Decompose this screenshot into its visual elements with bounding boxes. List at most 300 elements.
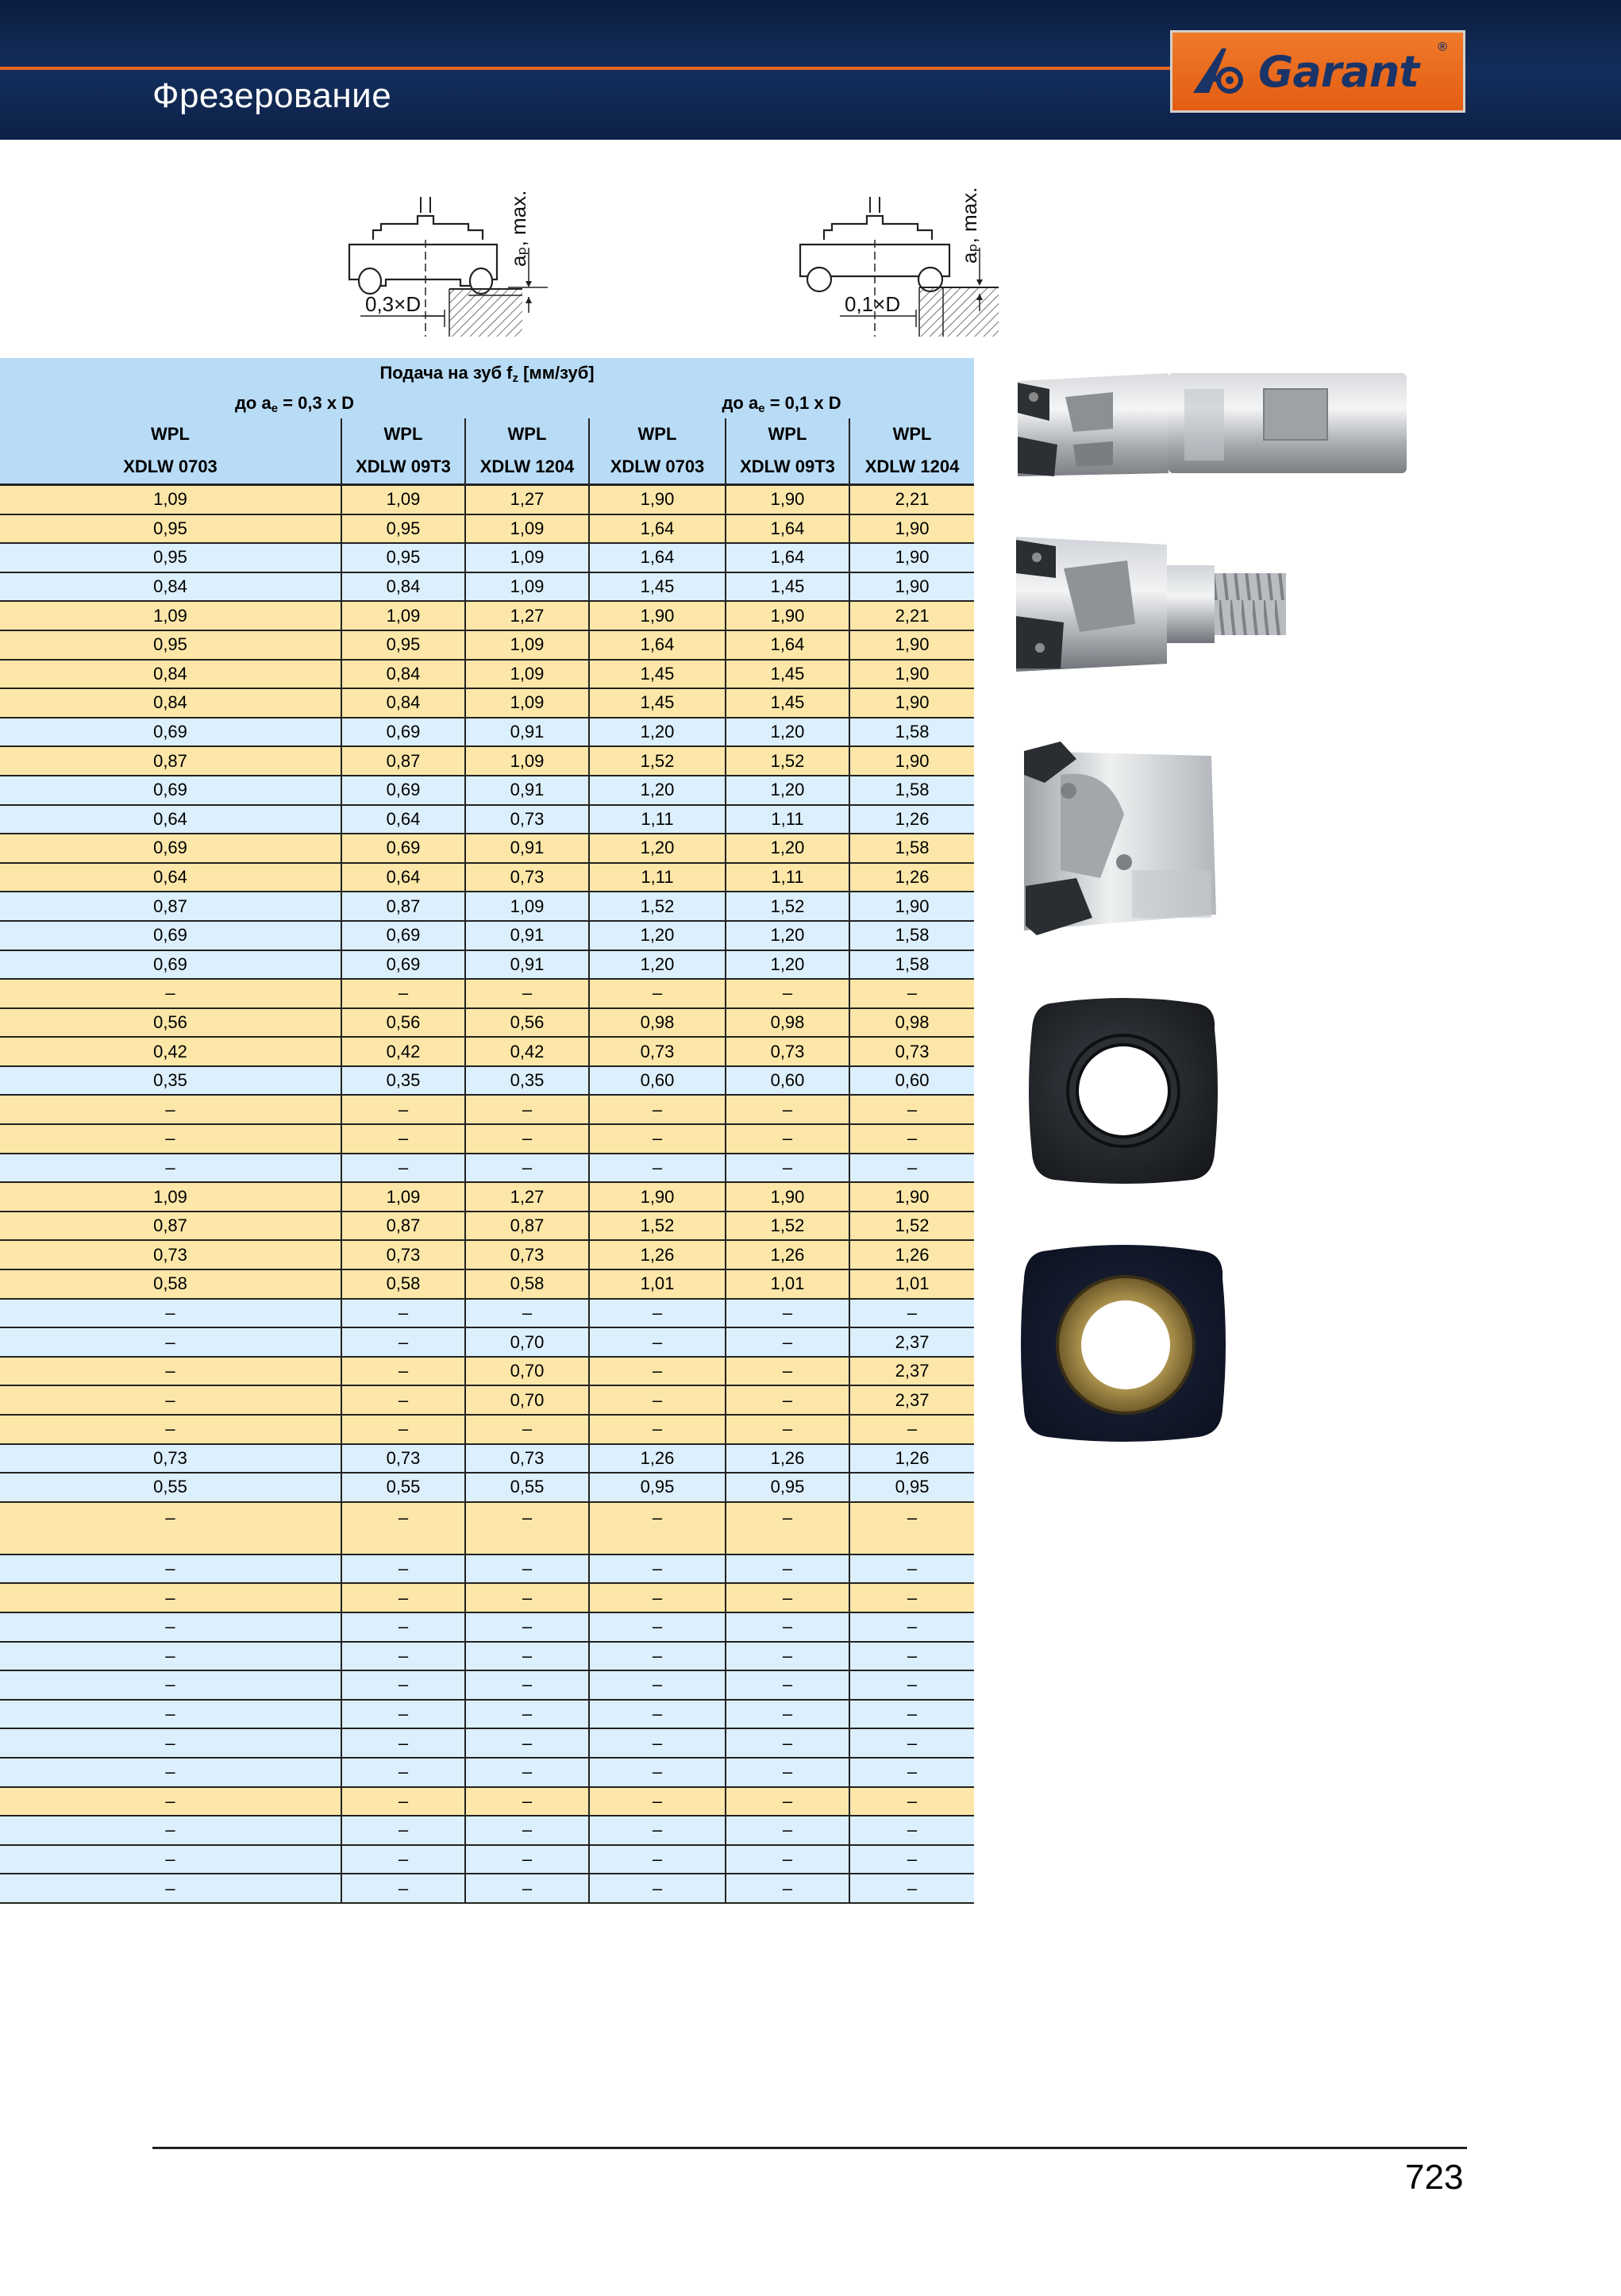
feed-value-cell: 0,69 [341, 834, 465, 863]
grade-header: WPL [849, 418, 974, 450]
feed-value-cell: – [726, 1415, 849, 1444]
feed-value-cell: 1,90 [849, 514, 974, 544]
feed-value-cell: – [465, 1502, 589, 1554]
feed-value-cell: 0,95 [849, 1473, 974, 1502]
feed-value-cell: 1,26 [849, 863, 974, 892]
feed-value-cell: – [849, 1154, 974, 1183]
feed-value-cell: 0,73 [465, 1444, 589, 1474]
diagram-ae-label: 0,3×D [365, 292, 422, 316]
diagram-ap-label: aₚ, max. [957, 187, 981, 264]
grade-header: WPL [465, 418, 589, 450]
feed-value-cell: – [849, 1700, 974, 1729]
feed-value-cell: 0,69 [0, 776, 341, 805]
feed-value-cell: 1,01 [849, 1269, 974, 1299]
feed-value-cell: – [341, 979, 465, 1008]
feed-value-cell: – [341, 1385, 465, 1415]
feed-value-cell: – [589, 1154, 726, 1183]
feed-value-cell: 1,27 [465, 1182, 589, 1212]
feed-value-cell: – [0, 1787, 341, 1816]
feed-value-cell: – [589, 1845, 726, 1874]
feed-value-cell: – [589, 1357, 726, 1386]
feed-value-cell: – [341, 1357, 465, 1386]
feed-value-cell: 1,09 [465, 630, 589, 660]
table-row [0, 1240, 974, 1269]
feed-value-cell: 1,90 [849, 660, 974, 689]
feed-value-cell: 1,45 [726, 572, 849, 602]
table-row [0, 1728, 974, 1758]
feed-value-cell: – [726, 1758, 849, 1787]
feed-value-cell: 2,21 [849, 601, 974, 630]
feed-value-cell: – [341, 1874, 465, 1903]
feed-value-cell: – [0, 1415, 341, 1444]
feed-value-cell: – [0, 1612, 341, 1642]
feed-value-cell: 1,90 [726, 1182, 849, 1212]
feed-value-cell: 1,20 [589, 834, 726, 863]
feed-value-cell: 0,95 [0, 543, 341, 572]
feed-value-cell: – [0, 1583, 341, 1612]
feed-value-cell: – [465, 1874, 589, 1903]
insert-header: XDLW 0703 [589, 450, 726, 485]
feed-value-cell: – [465, 1642, 589, 1671]
feed-value-cell: – [341, 1095, 465, 1124]
milling-diagram-0-1d [792, 168, 1022, 348]
table-row [0, 1473, 974, 1502]
milling-diagram-0-3d [341, 168, 572, 348]
group-header-0-1d: до $a_e = 0,1$ x D [589, 390, 974, 418]
feed-value-cell: – [726, 1728, 849, 1758]
feed-value-cell: – [465, 1415, 589, 1444]
feed-value-cell: – [0, 1299, 341, 1328]
feed-value-cell: 1,26 [849, 805, 974, 834]
feed-value-cell: – [0, 1095, 341, 1124]
feed-value-cell: 0,98 [849, 1008, 974, 1038]
feed-value-cell: 1,64 [726, 630, 849, 660]
feed-value-cell: – [341, 1612, 465, 1642]
feed-value-cell: – [341, 1554, 465, 1584]
feed-value-cell: 0,70 [465, 1357, 589, 1386]
table-row [0, 1182, 974, 1212]
feed-value-cell: 1,90 [589, 601, 726, 630]
feed-value-cell: 0,91 [465, 834, 589, 863]
feed-value-cell: – [465, 1845, 589, 1874]
feed-value-cell: 1,20 [589, 776, 726, 805]
feed-value-cell: 0,84 [341, 660, 465, 689]
feed-value-cell: 0,42 [341, 1037, 465, 1066]
feed-value-cell: 1,58 [849, 776, 974, 805]
grade-header: WPL [341, 418, 465, 450]
feed-value-cell: 0,70 [465, 1385, 589, 1415]
feed-value-cell: 0,73 [341, 1240, 465, 1269]
table-row [0, 1612, 974, 1642]
feed-value-cell: 0,35 [0, 1066, 341, 1096]
feed-value-cell: 0,69 [0, 950, 341, 980]
feed-value-cell: 0,58 [465, 1269, 589, 1299]
feed-value-cell: 0,69 [0, 718, 341, 747]
insert-photo [1026, 997, 1221, 1185]
feed-value-cell: – [726, 1583, 849, 1612]
feed-value-cell: 0,42 [465, 1037, 589, 1066]
feed-value-cell: – [849, 1124, 974, 1154]
feed-value-cell: 1,27 [465, 601, 589, 630]
registered-mark: ® [1438, 40, 1447, 54]
table-row [0, 979, 974, 1008]
table-row [0, 1502, 974, 1554]
feed-value-cell: 0,60 [849, 1066, 974, 1096]
feed-value-cell: 1,52 [589, 892, 726, 921]
feed-value-cell: 1,52 [726, 746, 849, 776]
feed-value-cell: – [726, 1154, 849, 1183]
feed-value-cell: – [589, 1124, 726, 1154]
table-row [0, 1212, 974, 1241]
grade-header: WPL [0, 418, 341, 450]
feed-value-cell: 0,60 [589, 1066, 726, 1096]
feed-value-cell: 1,52 [726, 1212, 849, 1241]
table-row [0, 776, 974, 805]
feed-value-cell: 1,64 [589, 630, 726, 660]
table-row [0, 630, 974, 660]
feed-value-cell: 0,95 [341, 543, 465, 572]
feed-value-cell: 2,37 [849, 1327, 974, 1357]
feed-value-cell: 1,90 [849, 688, 974, 718]
table-row [0, 1385, 974, 1415]
header-accent-line [0, 67, 1175, 70]
feed-value-cell: – [849, 1758, 974, 1787]
feed-value-cell: 0,69 [341, 718, 465, 747]
feed-value-cell: 1,20 [726, 718, 849, 747]
feed-value-cell: 1,27 [465, 485, 589, 514]
feed-value-cell: – [849, 1299, 974, 1328]
feed-value-cell: 0,87 [0, 1212, 341, 1241]
feed-value-cell: – [341, 1728, 465, 1758]
feed-value-cell: 0,35 [465, 1066, 589, 1096]
feed-value-cell: – [0, 1642, 341, 1671]
feed-value-cell: 0,56 [341, 1008, 465, 1038]
feed-value-cell: – [465, 1700, 589, 1729]
feed-value-cell: – [341, 1502, 465, 1554]
feed-value-cell: 1,58 [849, 718, 974, 747]
feed-value-cell: 0,73 [589, 1037, 726, 1066]
feed-value-cell: – [726, 1874, 849, 1903]
feed-value-cell: 1,09 [465, 746, 589, 776]
feed-value-cell: 0,84 [0, 660, 341, 689]
coated-insert-photo [1016, 1243, 1230, 1445]
feed-value-cell: 0,35 [341, 1066, 465, 1096]
shank-end-mill-photo [1002, 365, 1407, 484]
feed-value-cell: 1,09 [341, 485, 465, 514]
feed-value-cell: 0,55 [341, 1473, 465, 1502]
feed-value-cell: 1,20 [589, 718, 726, 747]
feed-value-cell: 1,09 [465, 572, 589, 602]
feed-value-cell: – [341, 1816, 465, 1845]
table-row [0, 1583, 974, 1612]
feed-value-cell: 1,64 [589, 543, 726, 572]
feed-value-cell: – [589, 1502, 726, 1554]
feed-value-cell: – [341, 1845, 465, 1874]
feed-value-cell: – [589, 1583, 726, 1612]
table-row [0, 1444, 974, 1474]
feed-value-cell: – [726, 1554, 849, 1584]
feed-value-cell: – [726, 979, 849, 1008]
feed-value-cell: – [341, 1327, 465, 1357]
feed-value-cell: – [726, 1124, 849, 1154]
table-row [0, 660, 974, 689]
feed-value-cell: – [0, 1758, 341, 1787]
feed-value-cell: – [726, 1299, 849, 1328]
table-row [0, 1095, 974, 1124]
insert-header: XDLW 09T3 [341, 450, 465, 485]
feed-value-cell: 1,52 [589, 746, 726, 776]
feed-value-cell: – [726, 1095, 849, 1124]
feed-value-cell: – [589, 1874, 726, 1903]
table-row [0, 1415, 974, 1444]
table-row [0, 485, 974, 514]
feed-value-cell: – [726, 1816, 849, 1845]
feed-value-cell: – [589, 1670, 726, 1700]
table-row [0, 950, 974, 980]
table-row [0, 1874, 974, 1903]
feed-value-cell: – [849, 1787, 974, 1816]
shell-mill-photo [1013, 727, 1227, 943]
insert-header: XDLW 09T3 [726, 450, 849, 485]
feed-value-cell: 0,64 [0, 863, 341, 892]
feed-value-cell: – [849, 979, 974, 1008]
feed-value-cell: 0,73 [849, 1037, 974, 1066]
feed-value-cell: – [726, 1670, 849, 1700]
feed-value-cell: – [0, 1154, 341, 1183]
feed-value-cell: 0,91 [465, 921, 589, 950]
feed-value-cell: 0,87 [341, 892, 465, 921]
feed-value-cell: 1,58 [849, 834, 974, 863]
table-row [0, 892, 974, 921]
feed-value-cell: 0,55 [0, 1473, 341, 1502]
feed-value-cell: – [0, 1670, 341, 1700]
feed-value-cell: 1,01 [589, 1269, 726, 1299]
feed-value-cell: – [341, 1787, 465, 1816]
feed-value-cell: 0,84 [341, 688, 465, 718]
feed-value-cell: – [849, 1095, 974, 1124]
feed-value-cell: – [849, 1845, 974, 1874]
feed-value-cell: – [0, 1124, 341, 1154]
feed-value-cell: – [341, 1700, 465, 1729]
feed-value-cell: 0,84 [0, 572, 341, 602]
feed-value-cell: – [341, 1583, 465, 1612]
feed-value-cell: 2,37 [849, 1385, 974, 1415]
feed-value-cell: 0,73 [465, 805, 589, 834]
feed-value-cell: 1,26 [589, 1444, 726, 1474]
feed-value-cell: 1,11 [589, 863, 726, 892]
feed-value-cell: – [849, 1728, 974, 1758]
feed-value-cell: – [341, 1758, 465, 1787]
feed-value-cell: – [465, 1728, 589, 1758]
feed-value-cell: 0,70 [465, 1327, 589, 1357]
garant-logo-icon [1190, 44, 1253, 99]
feed-value-cell: 1,90 [589, 485, 726, 514]
feed-value-cell: – [465, 1583, 589, 1612]
feed-value-cell: 0,73 [341, 1444, 465, 1474]
feed-value-cell: – [849, 1415, 974, 1444]
feed-value-cell: 1,09 [0, 485, 341, 514]
feed-value-cell: 1,52 [589, 1212, 726, 1241]
feed-value-cell: 0,95 [341, 630, 465, 660]
feed-value-cell: – [589, 979, 726, 1008]
table-row [0, 1066, 974, 1096]
feed-value-cell: – [726, 1845, 849, 1874]
garant-logo [1170, 30, 1465, 113]
feed-value-cell: 0,87 [0, 892, 341, 921]
feed-value-cell: 1,52 [849, 1212, 974, 1241]
feed-value-cell: 1,90 [849, 892, 974, 921]
feed-value-cell: 1,20 [726, 776, 849, 805]
table-row [0, 1758, 974, 1787]
feed-value-cell: 0,95 [726, 1473, 849, 1502]
page-number: 723 [1405, 2158, 1464, 2197]
feed-value-cell: 0,95 [0, 630, 341, 660]
feed-value-cell: 0,56 [465, 1008, 589, 1038]
feed-value-cell: 0,64 [0, 805, 341, 834]
feed-value-cell: – [0, 979, 341, 1008]
feed-value-cell: 0,69 [0, 834, 341, 863]
feed-value-cell: 1,90 [849, 1182, 974, 1212]
table-row [0, 921, 974, 950]
table-row [0, 543, 974, 572]
feed-value-cell: 1,20 [589, 921, 726, 950]
feed-value-cell: 1,90 [849, 746, 974, 776]
feed-value-cell: – [0, 1845, 341, 1874]
feed-value-cell: – [465, 979, 589, 1008]
feed-value-cell: 0,64 [341, 805, 465, 834]
feed-value-cell: 1,45 [589, 688, 726, 718]
feed-value-cell: 1,26 [849, 1240, 974, 1269]
feed-value-cell: 0,87 [341, 1212, 465, 1241]
table-row [0, 688, 974, 718]
feed-value-cell: – [726, 1385, 849, 1415]
feed-value-cell: 0,56 [0, 1008, 341, 1038]
feed-value-cell: – [589, 1816, 726, 1845]
feed-value-cell: 0,73 [726, 1037, 849, 1066]
feed-value-cell: 1,09 [0, 601, 341, 630]
feed-value-cell: – [341, 1415, 465, 1444]
table-row [0, 1154, 974, 1183]
feed-value-cell: 0,98 [726, 1008, 849, 1038]
feed-value-cell: 0,73 [0, 1240, 341, 1269]
feed-value-cell: 1,20 [589, 950, 726, 980]
feed-value-cell: – [726, 1327, 849, 1357]
feed-value-cell: 1,20 [726, 834, 849, 863]
feed-per-tooth-table [0, 358, 974, 1904]
feed-value-cell: – [589, 1327, 726, 1357]
feed-value-cell: 1,90 [849, 543, 974, 572]
feed-value-cell: 1,90 [849, 630, 974, 660]
feed-value-cell: – [0, 1327, 341, 1357]
page-title: Фрезерование [152, 76, 392, 115]
feed-value-cell: – [465, 1787, 589, 1816]
table-row [0, 718, 974, 747]
feed-value-cell: – [589, 1554, 726, 1584]
feed-value-cell: 1,58 [849, 950, 974, 980]
feed-value-cell: 1,20 [726, 921, 849, 950]
feed-value-cell: 0,73 [465, 1240, 589, 1269]
feed-value-cell: 1,45 [726, 688, 849, 718]
feed-value-cell: – [589, 1642, 726, 1671]
feed-value-cell: 0,91 [465, 950, 589, 980]
table-row [0, 1816, 974, 1845]
feed-value-cell: – [849, 1642, 974, 1671]
table-row [0, 1008, 974, 1038]
table-row [0, 1327, 974, 1357]
feed-value-cell: 0,73 [0, 1444, 341, 1474]
table-row [0, 1124, 974, 1154]
diagram-ap-label: aₚ, max. [506, 190, 530, 267]
feed-value-cell: – [589, 1299, 726, 1328]
feed-value-cell: 1,09 [0, 1182, 341, 1212]
feed-value-cell: – [589, 1095, 726, 1124]
table-row [0, 572, 974, 602]
table-row [0, 1357, 974, 1386]
table-row [0, 1554, 974, 1584]
table-row [0, 863, 974, 892]
feed-value-cell: – [589, 1728, 726, 1758]
feed-value-cell: – [849, 1502, 974, 1554]
feed-value-cell: 1,09 [341, 601, 465, 630]
feed-value-cell: 0,42 [0, 1037, 341, 1066]
feed-value-cell: – [0, 1554, 341, 1584]
table-row [0, 1037, 974, 1066]
logo-wordmark: Garant [1258, 46, 1419, 97]
table-row [0, 746, 974, 776]
feed-value-cell: – [589, 1612, 726, 1642]
table-title: Подача на зуб $f_z$ [мм/зуб] [0, 358, 974, 390]
feed-value-cell: 1,09 [465, 514, 589, 544]
feed-value-cell: 1,90 [726, 601, 849, 630]
feed-value-cell: 0,95 [589, 1473, 726, 1502]
feed-value-cell: 0,95 [0, 514, 341, 544]
table-row [0, 1269, 974, 1299]
feed-value-cell: – [849, 1554, 974, 1584]
feed-value-cell: 1,45 [589, 572, 726, 602]
feed-value-cell: 0,69 [341, 921, 465, 950]
feed-value-cell: 1,26 [589, 1240, 726, 1269]
screw-in-mill-head-photo [1008, 529, 1294, 680]
feed-value-cell: 1,11 [726, 863, 849, 892]
feed-value-cell: – [341, 1299, 465, 1328]
feed-value-cell: 1,26 [726, 1240, 849, 1269]
feed-value-cell: – [465, 1612, 589, 1642]
feed-value-cell: 0,58 [341, 1269, 465, 1299]
feed-value-cell: 1,09 [341, 1182, 465, 1212]
feed-value-cell: 1,11 [726, 805, 849, 834]
feed-value-cell: 1,64 [589, 514, 726, 544]
feed-value-cell: 0,55 [465, 1473, 589, 1502]
feed-value-cell: 0,98 [589, 1008, 726, 1038]
feed-value-cell: 1,64 [726, 514, 849, 544]
table-row [0, 601, 974, 630]
feed-value-cell: 0,87 [0, 746, 341, 776]
feed-value-cell: – [465, 1554, 589, 1584]
insert-header: XDLW 1204 [465, 450, 589, 485]
insert-header: XDLW 0703 [0, 450, 341, 485]
grade-header: WPL [726, 418, 849, 450]
feed-value-cell: 1,09 [465, 543, 589, 572]
feed-value-cell: – [0, 1502, 341, 1554]
feed-value-cell: 0,69 [341, 776, 465, 805]
feed-value-cell: – [465, 1816, 589, 1845]
feed-value-cell: – [341, 1154, 465, 1183]
feed-value-cell: – [849, 1612, 974, 1642]
table-row [0, 514, 974, 544]
feed-value-cell: – [341, 1642, 465, 1671]
feed-value-cell: 1,52 [726, 892, 849, 921]
feed-value-cell: 0,87 [465, 1212, 589, 1241]
